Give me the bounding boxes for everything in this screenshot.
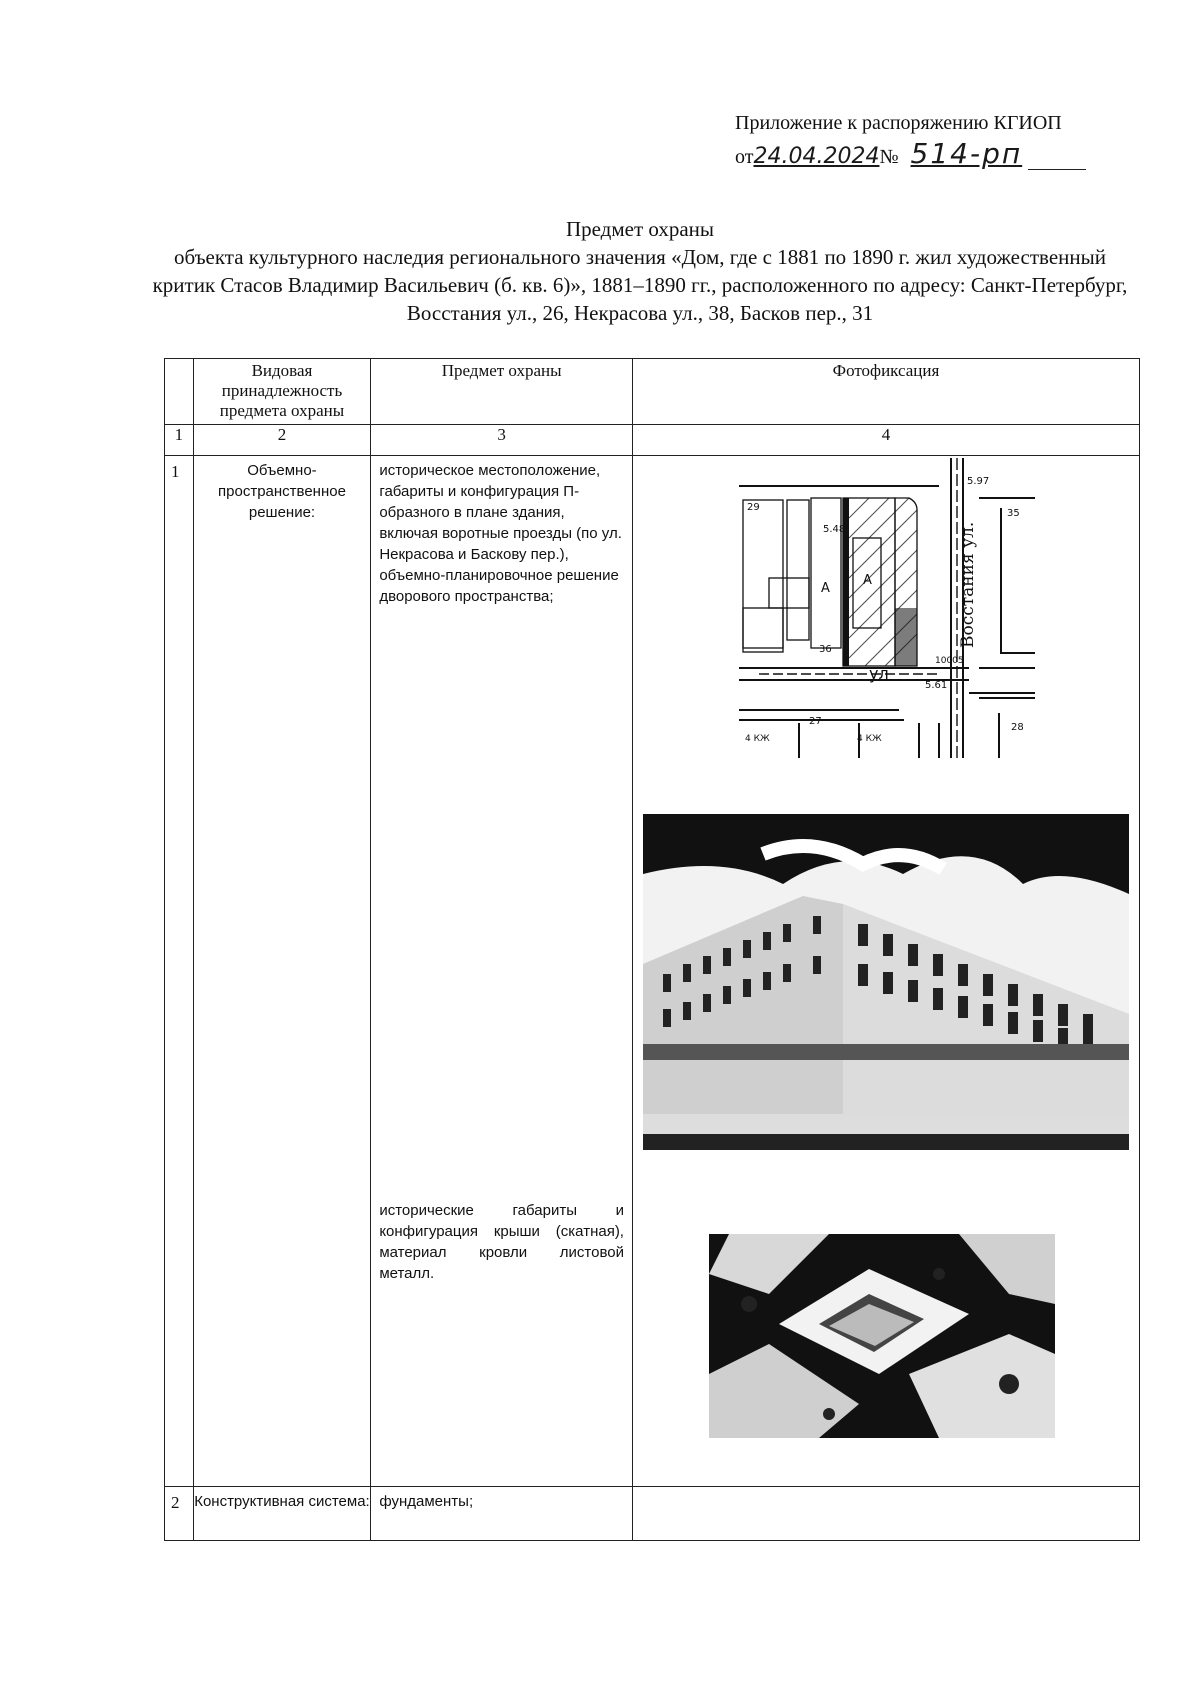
map-number: 5.48 [822, 524, 846, 535]
appendix-label: Приложение к распоряжению КГИОП [735, 112, 1062, 134]
header-cell-index [165, 359, 194, 425]
row-subject: фундаменты; [371, 1487, 633, 1541]
map-number: 36 [818, 644, 832, 655]
site-plan-map [739, 458, 1035, 758]
map-number: 5.97 [966, 476, 990, 487]
row-index: 1 [165, 456, 194, 1487]
building-aerial-photo [709, 1234, 1055, 1438]
prefix-ot: от [735, 146, 754, 168]
row-photos [632, 1487, 1139, 1541]
map-letter: А [862, 573, 872, 588]
map-number: 27 [808, 716, 822, 727]
row-subject [371, 456, 633, 1487]
map-number: 10005 [934, 656, 964, 666]
order-number: 514-рп [910, 137, 1023, 170]
subject-item: историческое местоположение, габариты и конфигурация П-образного в плане здания, включая воротные проезды (по ул. Некрасова и Баскову пер.), объемно-планировочное решение дворового пространства; [379, 462, 622, 605]
table-header-row [165, 359, 1140, 425]
column-number: 2 [193, 425, 371, 456]
document-title [150, 215, 1130, 327]
header-cell-subject: Предмет охраны [371, 359, 633, 425]
map-number: 28 [1010, 722, 1024, 733]
map-street-ul: ул [868, 664, 889, 683]
table-row [165, 1487, 1140, 1541]
row-category: Объемно-пространственное решение: [193, 456, 371, 1487]
order-reference [735, 137, 1115, 170]
row-photos [632, 456, 1139, 1487]
order-date: 24.04.2024 [753, 144, 880, 169]
header-cell-category: Видовая принадлежность предмета охраны [193, 359, 371, 425]
subject-item: исторические габариты и конфигурация крыши (скатная), материал кровли листовой металл. [379, 1202, 624, 1282]
map-label: 4 КЖ [744, 734, 770, 744]
building-street-photo [643, 814, 1129, 1150]
map-label: 4 КЖ [856, 734, 882, 744]
table-number-row [165, 425, 1140, 456]
row-category: Конструктивная система: [193, 1487, 371, 1541]
document-header [735, 112, 1115, 170]
underline-tail [1028, 146, 1086, 170]
number-sign: № [879, 146, 899, 168]
map-number: 5.61 [924, 680, 948, 691]
header-cell-photos: Фотофиксация [632, 359, 1139, 425]
table-row [165, 456, 1140, 1487]
column-number: 3 [371, 425, 633, 456]
protection-table [164, 358, 1140, 1541]
column-number: 1 [165, 425, 194, 456]
map-street-label: Восстания ул. [957, 521, 978, 648]
map-letter: А [820, 581, 830, 596]
row-index: 2 [165, 1487, 194, 1541]
column-number: 4 [632, 425, 1139, 456]
title-heading: Предмет охраны [565, 217, 715, 241]
map-number: 35 [1006, 508, 1020, 519]
title-description: объекта культурного наследия регионального значения «Дом, где с 1881 по 1890 г. жил художественный критик Стасов Владимир Васильевич (б. кв. 6)», 1881–1890 гг., расположенного по адресу: Санкт-Петербург, Восстания ул., 26, Некрасова ул., 38, Басков пер., 31 [152, 245, 1128, 325]
map-number: 29 [746, 502, 760, 513]
